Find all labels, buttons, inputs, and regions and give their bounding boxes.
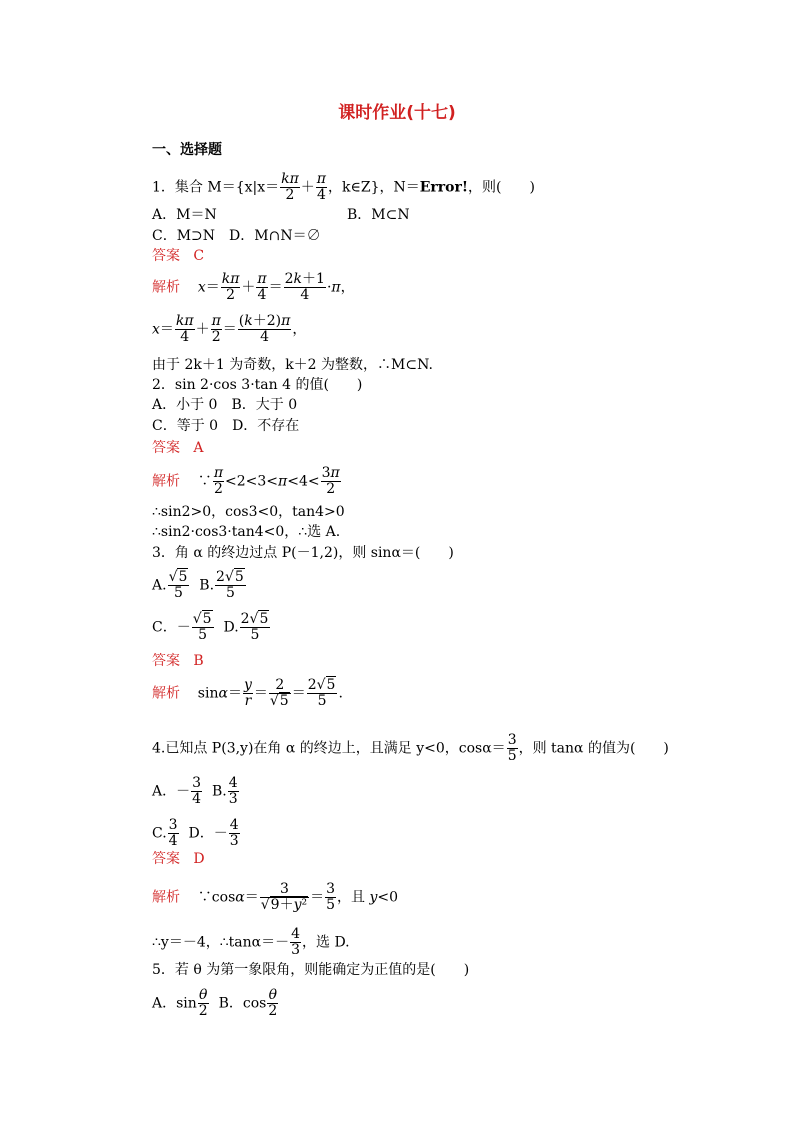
- question-3-stem: 3．角 α 的终边过点 P(－1,2)，则 sinα＝( ): [152, 545, 454, 561]
- question-4-options-cd: C. $\frac{3}{4}$ D．－ $\frac{4}{3}$: [152, 817, 239, 849]
- question-2-solution-line-3: ∴sin2·cos3·tan4<0，∴选 A.: [152, 524, 341, 540]
- question-2-solution-line-2: ∴sin2>0，cos3<0，tan4>0: [152, 504, 345, 520]
- question-5-stem: 5．若 θ 为第一象限角，则能确定为正值的是( ): [152, 962, 470, 978]
- question-2-options-cd: C．等于 0 D．不存在: [152, 418, 300, 434]
- question-4-answer: 答案 D: [152, 851, 205, 867]
- question-4-solution-line-1: 解析 ∵cosα＝ $\frac{3}{\text{√9＋y²}}$ ＝ $\frac{3}{5}$ ，且 y<0: [152, 881, 399, 913]
- question-4-stem: 4.已知点 P(3,y)在角 α 的终边上，且满足 y<0，cosα＝ $\frac{3}{5}$ ，则 tanα 的值为( ): [152, 732, 669, 764]
- question-2-stem: 2．sin 2·cos 3·tan 4 的值( ): [152, 377, 363, 393]
- question-1-option-a: A．M＝N: [152, 207, 217, 223]
- question-4-solution-line-2: ∴y＝－4，∴tanα＝－ $\frac{4}{3}$ ，选 D.: [152, 926, 350, 958]
- question-3-options-cd: C．－ $\frac{√5}{5}$ D. $\frac{2√5}{5}$: [152, 611, 269, 643]
- question-4-options-ab: A．－ $\frac{3}{4}$ B. $\frac{4}{3}$: [152, 775, 238, 807]
- page-title: 课时作业(十七): [338, 103, 456, 123]
- question-2-solution-line-1: 解析 ∵ $\frac{\pi}{2}$ <2<3<π<4< $\frac{3\pi}{2}$: [152, 465, 340, 497]
- question-2-options-ab: A．小于 0 B．大于 0: [152, 397, 298, 413]
- question-1-solution-line-1: 解析 x＝ $\frac{k\pi}{2}$ ＋ $\frac{\pi}{4}$ ＝ $\frac{2k+1}{4}$ ·π，: [152, 271, 355, 303]
- question-1-stem: 1．集合 M＝{x|x＝ $\frac{k\pi}{2}$ ＋ $\frac{\pi}{4}$ ，k∈Z}，N＝Error!，则( ): [152, 171, 535, 203]
- question-1-option-b: B．M⊂N: [347, 207, 410, 223]
- section-heading: 一、选择题: [152, 142, 222, 158]
- question-3-options-ab: A. $\frac{√5}{5}$ B. $\frac{2√5}{5}$: [152, 569, 244, 601]
- question-1-solution-line-2: x＝ $\frac{k\pi}{4}$ ＋ $\frac{\pi}{2}$ ＝ $\frac{(k+2)\pi}{4}$ ，: [152, 313, 307, 345]
- question-3-answer: 答案 B: [152, 653, 204, 669]
- question-3-solution: 解析 sinα＝ $\frac{y}{r}$ ＝ $\frac{2}{√5}$ ＝ $\frac{2√5}{5}$ .: [152, 677, 343, 709]
- question-1-solution-line-3: 由于 2k＋1 为奇数，k＋2 为整数，∴M⊂N.: [152, 357, 433, 373]
- question-5-options-ab: A．sin $\frac{\theta}{2}$ B．cos $\frac{\theta}{2}$: [152, 987, 278, 1019]
- question-2-answer: 答案 A: [152, 440, 204, 456]
- question-1-answer: 答案 C: [152, 248, 205, 264]
- question-1-options-cd: C．M⊃N D．M∩N＝∅: [152, 228, 321, 244]
